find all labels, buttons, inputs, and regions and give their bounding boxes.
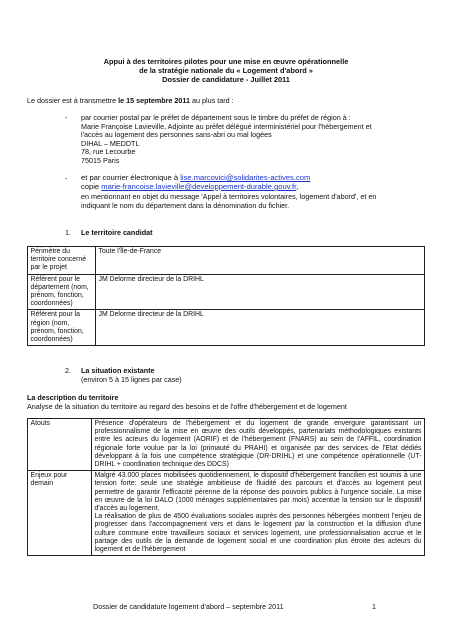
analysis-table [27, 418, 425, 556]
footer-text: Dossier de candidature logement d'abord – septembre 2011 [93, 602, 284, 611]
section-1-title: Le territoire candidat [81, 228, 153, 237]
table-label-cell: Référent pour la région (nom, prénom, fonction, coordonnées) [28, 310, 96, 346]
address-line-1: Marie Françoise Lavieville, Adjointe au préfet délégué interministériel pour l'hébergement et [81, 122, 372, 131]
email-link-copy[interactable]: marie-francoise.lavieville@developpement-durable.gouv.fr [101, 182, 297, 191]
address-line-3: DIHAL – MEDDTL [81, 139, 140, 148]
perimeter-value: Toute l'Île-de-France [96, 247, 425, 275]
address-line-4: 78, rue Lecourbe [81, 147, 136, 156]
table-label-cell: Référent pour le département (nom, prénom, fonction, coordonnées) [28, 274, 96, 310]
strengths-text: Présence d'opérateurs de l'hébergement et du logement de grande envergure garantissant un professionnalisme de la mise en œuvre des outils développés, partenariats méthodologiques existants entre les acteurs du logement (AORIF) et de l'hébergement (FNARS) au sein de l'AFFIL, coordination régionale forte voulue par la loi (primauté du PRAHI) et organisée par des services de l'Etat dédiés développant à la fois une compétence stratégique (DR-DRIHL) et une compétence opérationnelle (UT-DRIHL + coordination technique des DDCS) [92, 419, 425, 471]
region-referent-value: JM Delorme directeur de la DRIHL [96, 310, 425, 346]
department-referent-value: JM Delorme directeur de la DRIHL [96, 274, 425, 310]
email-note-line-2: indiquant le nom du département dans la dénomination du fichier. [81, 201, 290, 210]
table-row [28, 310, 425, 346]
section-1-number: 1. [65, 228, 71, 237]
table-row [28, 471, 425, 556]
challenges-text: Malgré 43.000 places mobilisées quotidiennement, le dispositif d'hébergement francilien est soumis à une tension forte: seule une stratégie ambitieuse de fluidité des parcours et d'accès au logement peut permettre de garantir l'efficacité pérenne de la réponse des pouvoirs publics à l'urgence sociale. La mise en œuvre de la loi DALO (1000 ménages supplémentaires par mois) accentue la tension sur le dispositif d'accès au logement. La réalisation de plus de 4500 évaluations sociales auprès des personnes hébergées montrent l'enjeu de progresser dans l'accompagnement vers et dans le logement par la construction et la diffusion d'une culture commune entre travailleurs sociaux et services logement, une professionnalisation accrue et le partage des outils de la demande de logement social et une coordination plus étroite des acteurs du logement et de l'hébergement [92, 471, 425, 556]
table-label-cell: Atouts [28, 419, 92, 471]
section-2-subtitle: (environ 5 à 15 lignes par case) [81, 375, 182, 384]
email-bullet: - [65, 174, 68, 183]
table-label-cell: Périmètre du territoire concerné par le projet [28, 247, 96, 275]
section-2-title: La situation existante [81, 366, 155, 375]
table-row [28, 247, 425, 275]
table-label-cell: Enjeux pour demain [28, 471, 92, 556]
email-link-primary[interactable]: lise.marcovici@solidarites-actives.com [180, 173, 311, 182]
section-2-number: 2. [65, 366, 71, 375]
description-heading: La description du territoire [27, 393, 119, 402]
candidate-table [27, 246, 425, 346]
title-line-1: Appui à des territoires pilotes pour une mise en œuvre opérationnelle [103, 57, 349, 66]
table-row [28, 419, 425, 471]
address-line-2: l'accès au logement des personnes sans-abri ou mal logées [81, 130, 272, 139]
description-text: Analyse de la situation du territoire au regard des besoins et de l'offre d'hébergement et de logement [27, 402, 347, 411]
page-number: 1 [372, 602, 376, 611]
title-line-2: de la stratégie nationale du « Logement d'abord » [139, 66, 313, 75]
email-copy: copie marie-francoise.lavieville@developpement-durable.gouv.fr, [81, 182, 299, 191]
email-instruction: et par courrier électronique à lise.marcovici@solidarites-actives.com [81, 173, 311, 182]
title-line-3: Dossier de candidature - Juillet 2011 [162, 75, 290, 84]
address-line-5: 75015 Paris [81, 156, 120, 165]
postal-instruction: par courrier postal par le préfet de département sous le timbre du préfet de région à : [81, 113, 351, 122]
deadline-date: le 15 septembre 2011 [118, 96, 191, 105]
postal-bullet: - [65, 113, 68, 122]
table-row [28, 274, 425, 310]
submission-intro: Le dossier est à transmettre le 15 septembre 2011 au plus tard : [27, 96, 234, 105]
email-note-line-1: en mentionnant en objet du message 'Appel à territoires volontaires, logement d'abord', et en [81, 192, 377, 201]
